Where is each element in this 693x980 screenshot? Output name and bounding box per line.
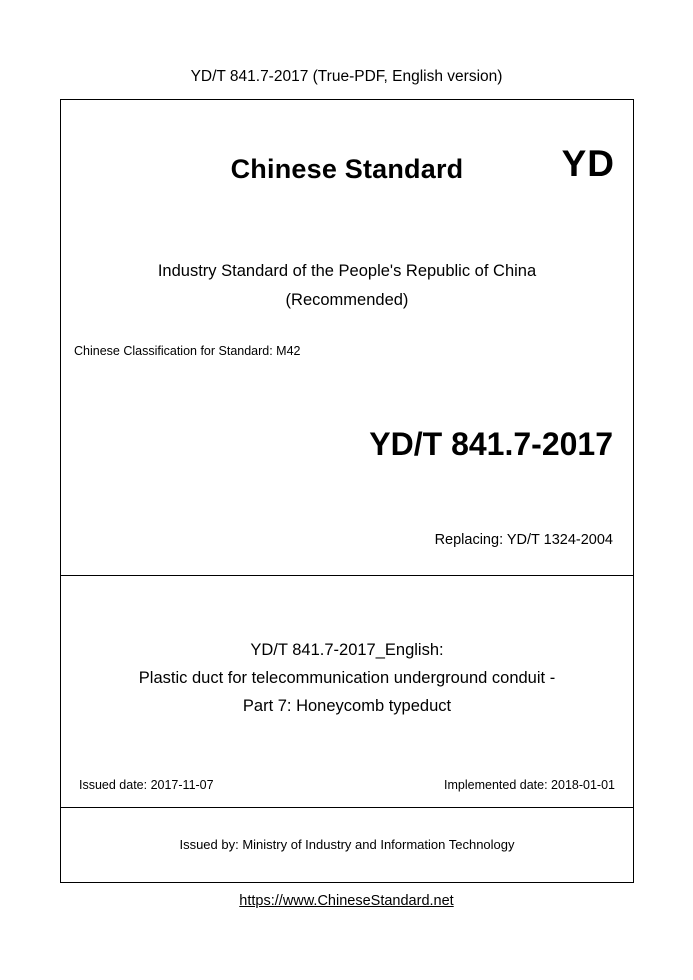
date-row: [61, 778, 633, 792]
implemented-date: Implemented date: 2018-01-01: [444, 778, 615, 792]
cover-lower-section: [61, 576, 633, 808]
industry-standard-line-2: (Recommended): [285, 291, 409, 309]
document-title-line-1: YD/T 841.7-2017_English:: [250, 641, 444, 659]
industry-standard-text: [61, 257, 633, 315]
website-url[interactable]: https://www.ChineseStandard.net: [239, 893, 454, 909]
document-title: [61, 636, 633, 720]
classification-text: Chinese Classification for Standard: M42: [74, 344, 301, 358]
document-title-line-2: Plastic duct for telecommunication underground conduit -: [138, 669, 556, 687]
document-title-line-3: Part 7: Honeycomb typeduct: [242, 697, 452, 715]
yd-logo: YD: [561, 143, 615, 184]
cover-upper-section: [61, 100, 633, 576]
industry-standard-line-1: Industry Standard of the People's Republic of China: [157, 262, 537, 280]
chinese-standard-title: Chinese Standard: [230, 154, 464, 184]
issued-date: Issued date: 2017-11-07: [79, 778, 214, 792]
replacing-text: Replacing: YD/T 1324-2004: [434, 532, 613, 548]
cover-frame: [60, 99, 634, 883]
issued-by-section: [61, 808, 633, 880]
standard-number: YD/T 841.7-2017: [369, 426, 613, 462]
issued-by-text: Issued by: Ministry of Industry and Information Technology: [179, 836, 515, 852]
page-header-title: YD/T 841.7-2017 (True-PDF, English version): [190, 68, 503, 85]
